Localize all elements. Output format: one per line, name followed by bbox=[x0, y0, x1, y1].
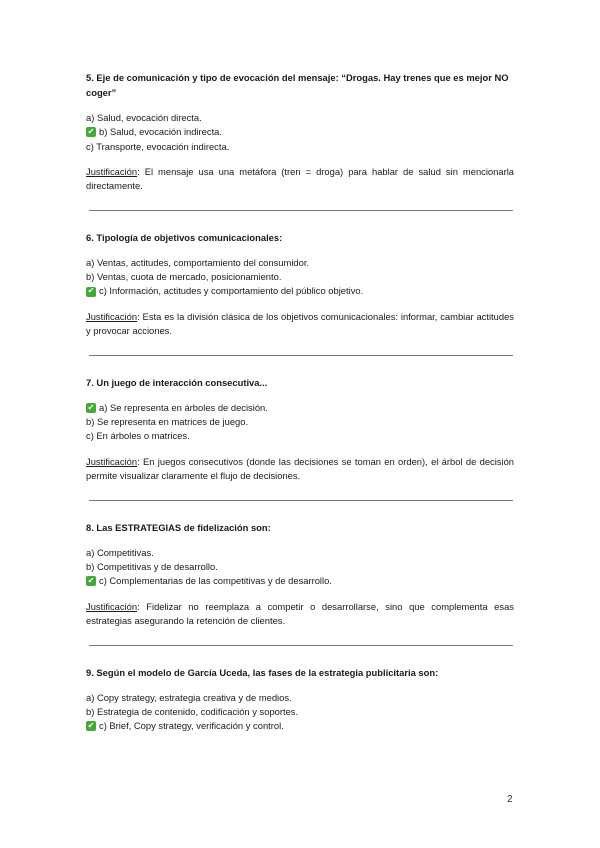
page-number: 2 bbox=[507, 794, 513, 805]
option-a: a) Copy strategy, estrategia creativa y de medios. bbox=[86, 691, 292, 703]
divider bbox=[89, 500, 513, 501]
divider bbox=[89, 645, 513, 646]
justification-label: Justificación bbox=[86, 165, 138, 177]
option-a: a) Salud, evocación directa. bbox=[86, 112, 202, 123]
question-title: 6. Tipología de objetivos comunicacionales: bbox=[86, 231, 283, 243]
option-c: c) En árboles o matrices. bbox=[86, 430, 190, 442]
check-icon: ✔ bbox=[87, 576, 95, 586]
justification-label: Justificación bbox=[86, 310, 138, 322]
option-c: ✔ c) Complementarias de las competitivas y de desarrollo. bbox=[87, 575, 332, 587]
question-title: 7. Un juego de interacción consecutiva... bbox=[86, 376, 268, 388]
question-7 bbox=[86, 375, 514, 501]
option-b: b) Se representa en matrices de juego. bbox=[86, 416, 249, 428]
divider bbox=[89, 210, 513, 211]
question-6 bbox=[86, 230, 514, 356]
option-c: ✔ c) Brief, Copy strategy, verificación y control. bbox=[87, 720, 284, 732]
option-c: ✔ c) Información, actitudes y comportamiento del público objetivo. bbox=[87, 285, 364, 297]
justification-label: Justificación bbox=[86, 600, 138, 612]
question-title: 9. Según el modelo de García Uceda, las fases de la estrategia publicitaria son: bbox=[86, 666, 439, 678]
check-icon: ✔ bbox=[87, 127, 95, 137]
justification: Justificación: En juegos consecutivos (donde las decisiones se toman en orden), el árbol de decisión permite visualizar claramente el flujo de decisiones. bbox=[86, 455, 514, 482]
option-a: a) Ventas, actitudes, comportamiento del consumidor. bbox=[86, 256, 310, 268]
document-page bbox=[86, 70, 514, 733]
option-b: b) Ventas, cuota de mercado, posicionamiento. bbox=[86, 271, 282, 283]
justification: Justificación: Fidelizar no reemplaza a competir o desarrollarse, sino que complementa esas estrategias asegurando la retención de clientes. bbox=[86, 600, 514, 627]
justification: Justificación: El mensaje usa una metáfora (tren = droga) para hablar de salud sin mencionarla directamente. bbox=[86, 165, 514, 192]
check-icon: ✔ bbox=[87, 286, 95, 296]
justification-label: Justificación bbox=[86, 455, 138, 467]
divider bbox=[89, 355, 513, 356]
option-b: b) Competitivas y de desarrollo. bbox=[86, 560, 218, 572]
option-b: b) Estrategia de contenido, codificación y soportes. bbox=[86, 705, 299, 717]
question-title: 5. Eje de comunicación y tipo de evocación del mensaje: “Drogas. Hay trenes que es mejor NO coger” bbox=[86, 72, 509, 98]
question-8 bbox=[86, 520, 514, 646]
question-5 bbox=[86, 70, 514, 211]
option-a: a) Competitivas. bbox=[86, 546, 154, 558]
check-icon: ✔ bbox=[87, 402, 95, 412]
option-a: ✔ a) Se representa en árboles de decisión. bbox=[87, 401, 268, 413]
question-9 bbox=[86, 665, 514, 734]
question-title: 8. Las ESTRATEGIAS de fidelización son: bbox=[86, 521, 271, 533]
option-b: ✔ b) Salud, evocación indirecta. bbox=[87, 126, 222, 138]
check-icon: ✔ bbox=[87, 721, 95, 731]
justification: Justificación: Esta es la división clásica de los objetivos comunicacionales: informar, cambiar actitudes y provocar acciones. bbox=[86, 310, 514, 337]
option-c: c) Transporte, evocación indirecta. bbox=[86, 140, 230, 152]
